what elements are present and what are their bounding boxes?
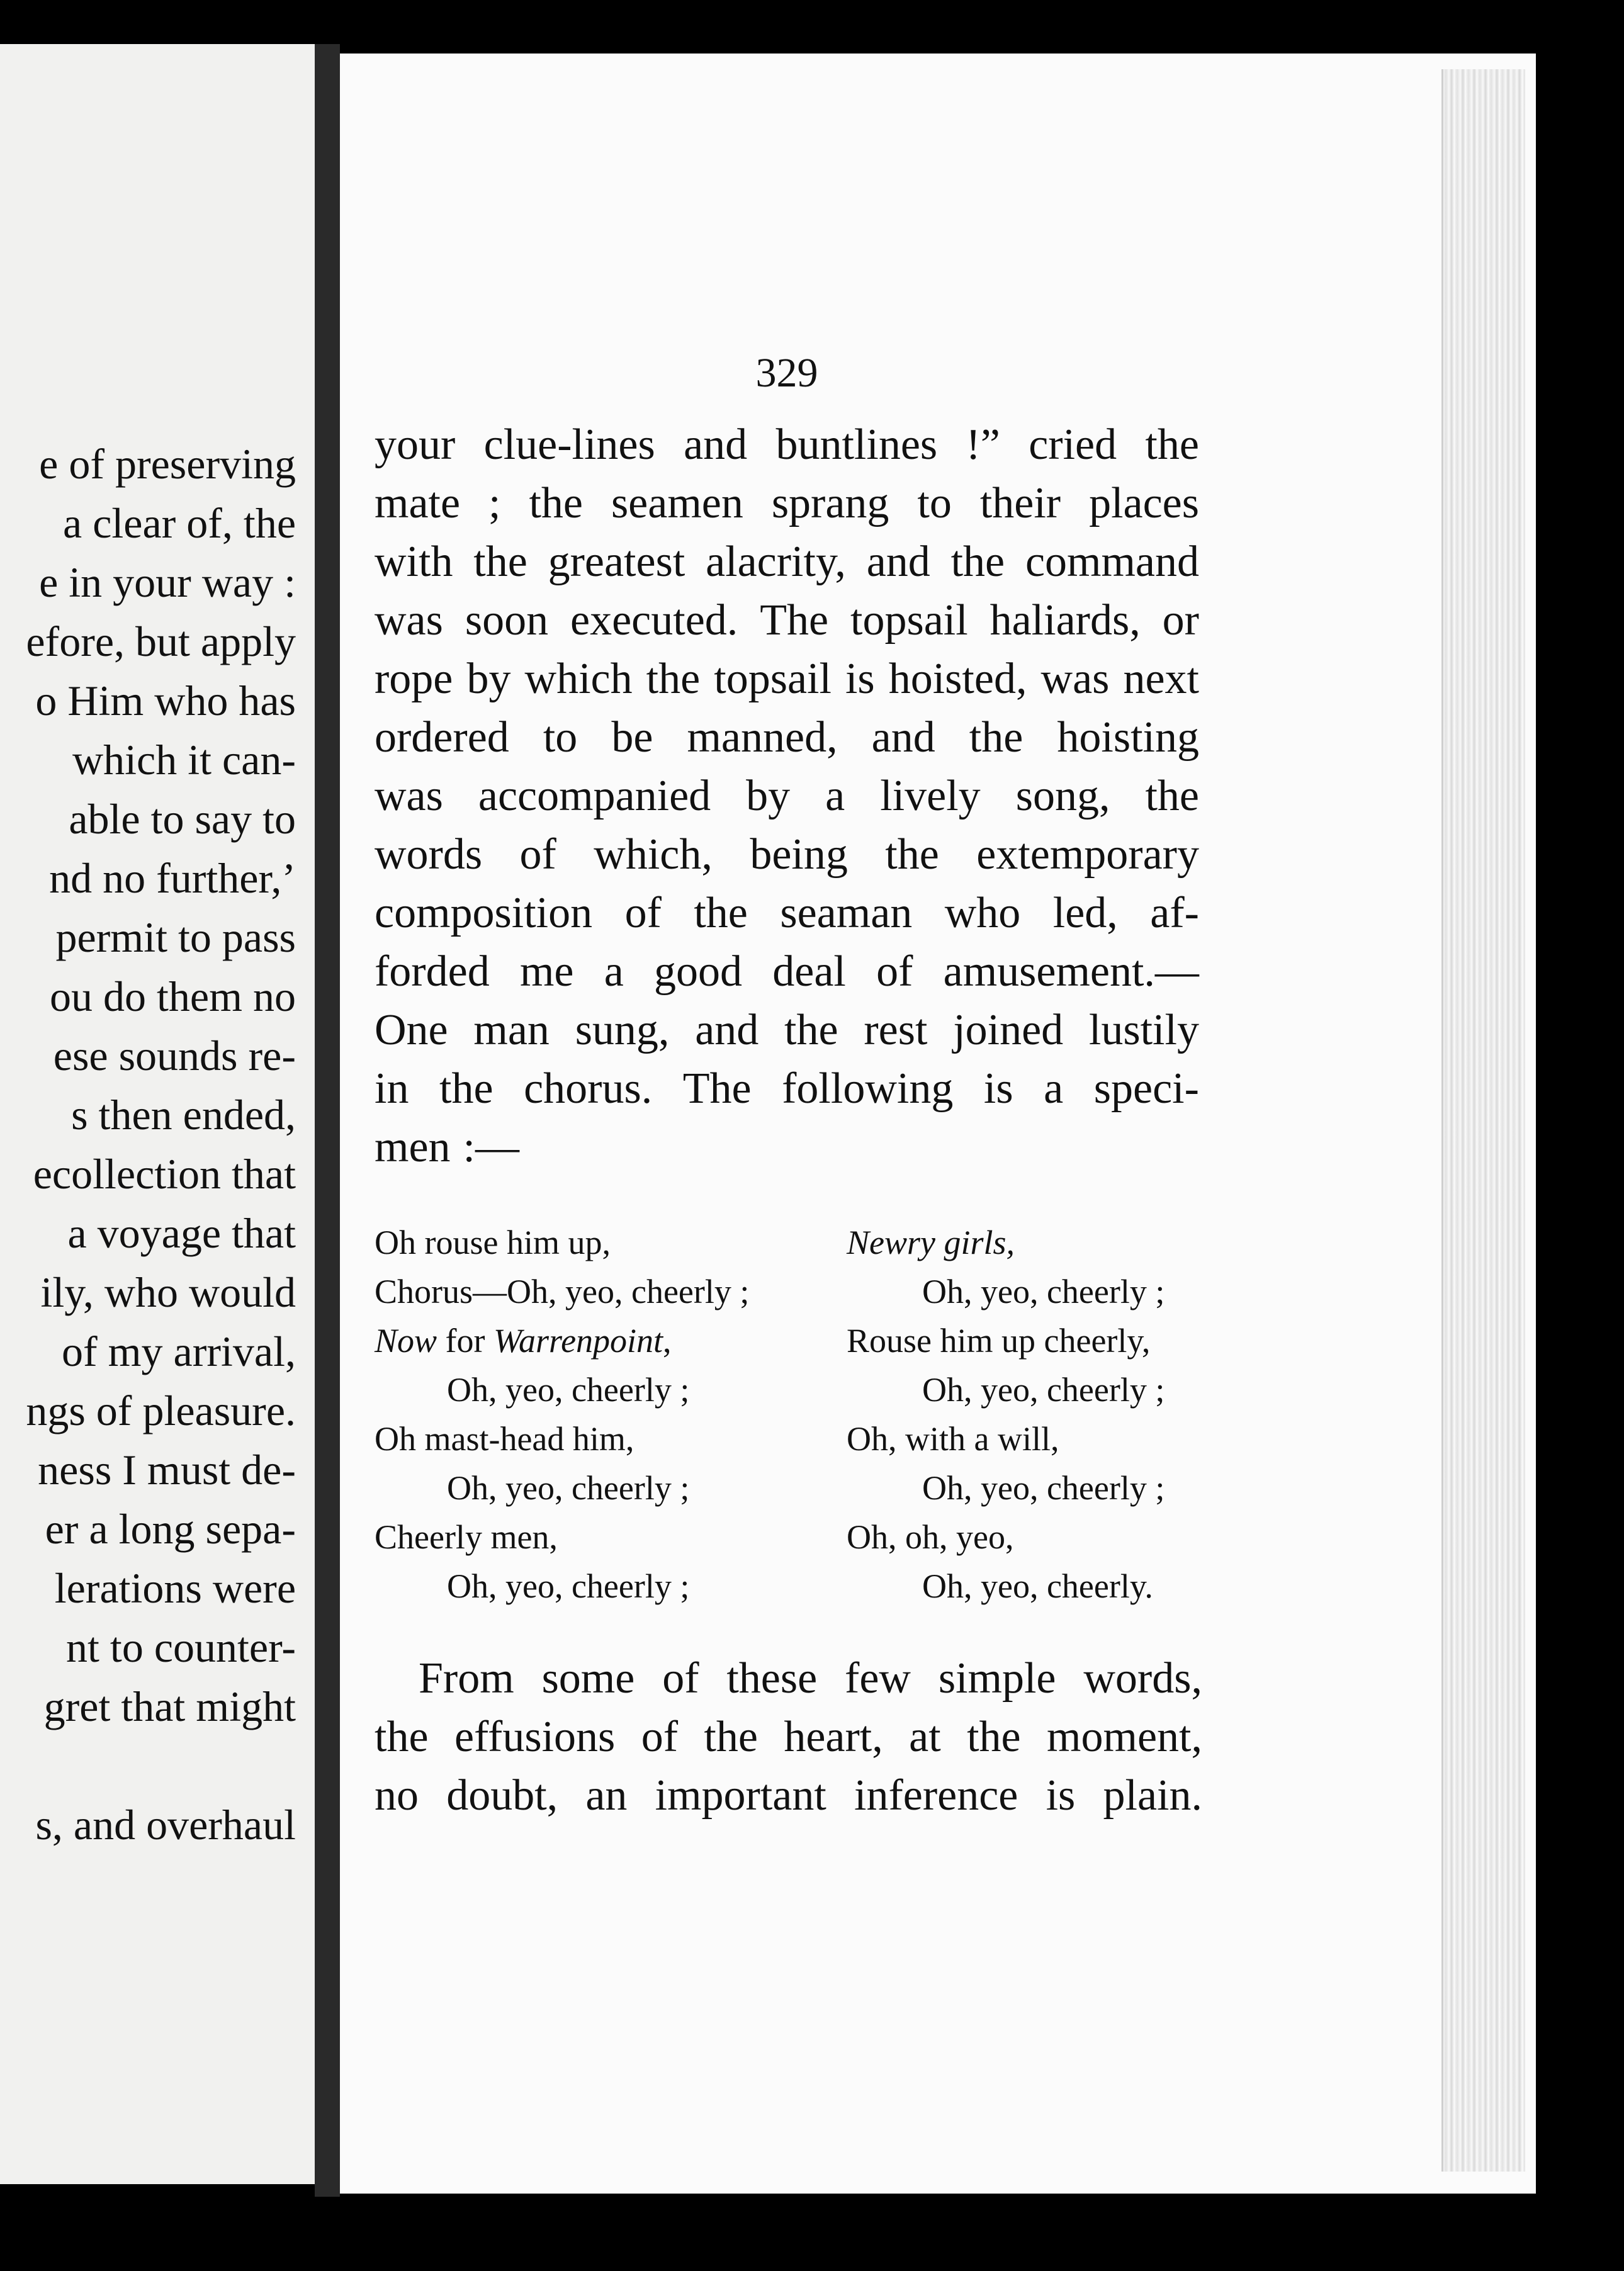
left-page-line: ese sounds re-: [53, 1032, 296, 1079]
verse-line: Rouse him up cheerly,: [847, 1322, 1151, 1360]
text-line: was soon executed. The topsail haliards, or: [375, 596, 1199, 645]
text-line: the effusions of the heart, at the moment,: [375, 1713, 1202, 1761]
verse-line: Now for Warrenpoint,: [375, 1322, 672, 1360]
left-page-line: s then ended,: [71, 1091, 296, 1139]
left-page-line: able to say to: [69, 795, 296, 843]
verse-line: Oh rouse him up,: [375, 1224, 611, 1261]
text-line: was accompanied by a lively song, the: [375, 772, 1199, 820]
verse-line: Oh, yeo, cheerly ;: [922, 1469, 1165, 1507]
book-gutter: [315, 44, 340, 2197]
verse-line: Oh, yeo, cheerly ;: [922, 1273, 1165, 1310]
page-fore-edge: [1441, 69, 1525, 2172]
verse-line: Newry girls,: [847, 1224, 1015, 1261]
left-page-line: nd no further,’: [49, 854, 296, 902]
left-page-line: ngs of pleasure.: [26, 1387, 296, 1434]
verse-line: Oh, yeo, cheerly ;: [922, 1371, 1165, 1409]
verse-line: Oh, yeo, cheerly.: [922, 1567, 1153, 1605]
text-line: no doubt, an important inference is plain.: [375, 1771, 1202, 1820]
text-line: ordered to be manned, and the hoisting: [375, 713, 1199, 762]
verse-column-left: [375, 1218, 749, 1611]
left-page-line: efore, but apply: [26, 617, 296, 665]
body-paragraph: [375, 415, 1199, 1176]
left-page: [0, 44, 315, 2184]
verse-line: Oh, oh, yeo,: [847, 1518, 1014, 1556]
left-page-text: [0, 434, 296, 1854]
left-page-line: which it can-: [72, 736, 296, 784]
text-line: From some of these few simple words,: [419, 1654, 1202, 1703]
left-page-line: a voyage that: [67, 1209, 296, 1257]
text-line: forded me a good deal of amusement.—: [375, 947, 1199, 996]
left-page-line: e of preserving: [39, 440, 296, 488]
verse-line: Oh mast-head him,: [375, 1420, 634, 1458]
verse-line: Oh, yeo, cheerly ;: [447, 1469, 690, 1507]
verse-line: Cheerly men,: [375, 1518, 558, 1556]
text-line: your clue-lines and buntlines !” cried the: [375, 420, 1199, 469]
text-line: mate ; the seamen sprang to their places: [375, 479, 1199, 527]
left-page-line: permit to pass: [55, 913, 296, 961]
verse-line: Oh, yeo, cheerly ;: [447, 1567, 690, 1605]
left-page-line: ness I must de-: [38, 1446, 296, 1494]
text-line: words of which, being the extemporary: [375, 830, 1199, 879]
left-page-line: er a long sepa-: [45, 1505, 296, 1553]
text-line: One man sung, and the rest joined lustily: [375, 1006, 1199, 1054]
verse-line: Chorus—Oh, yeo, cheerly ;: [375, 1273, 750, 1310]
left-page-line: ily, who would: [40, 1268, 296, 1316]
left-page-line: ecollection that: [33, 1150, 296, 1198]
left-page-line: e in your way :: [39, 558, 296, 606]
left-page-line: s, and overhaul: [35, 1801, 296, 1849]
verse-line: Oh, with a will,: [847, 1420, 1059, 1458]
left-page-line: [0, 1736, 296, 1795]
left-page-line: gret that might: [43, 1682, 296, 1730]
text-line: rope by which the topsail is hoisted, was next: [375, 655, 1199, 703]
text-line: men :—: [375, 1123, 519, 1171]
left-page-line: lerations were: [54, 1564, 296, 1612]
left-page-line: o Him who has: [35, 677, 296, 724]
verse-column-right: [847, 1218, 1164, 1611]
left-page-line: ou do them no: [50, 972, 296, 1020]
text-line: composition of the seaman who led, af-: [375, 889, 1199, 937]
closing-paragraph: [375, 1649, 1202, 1825]
text-line: in the chorus. The following is a speci-: [375, 1064, 1199, 1113]
left-page-line: of my arrival,: [62, 1327, 296, 1375]
left-page-line: a clear of, the: [63, 499, 296, 547]
left-page-line: nt to counter-: [66, 1623, 296, 1671]
page-number: 329: [755, 350, 818, 396]
text-line: with the greatest alacrity, and the command: [375, 538, 1199, 586]
verse-line: Oh, yeo, cheerly ;: [447, 1371, 690, 1409]
